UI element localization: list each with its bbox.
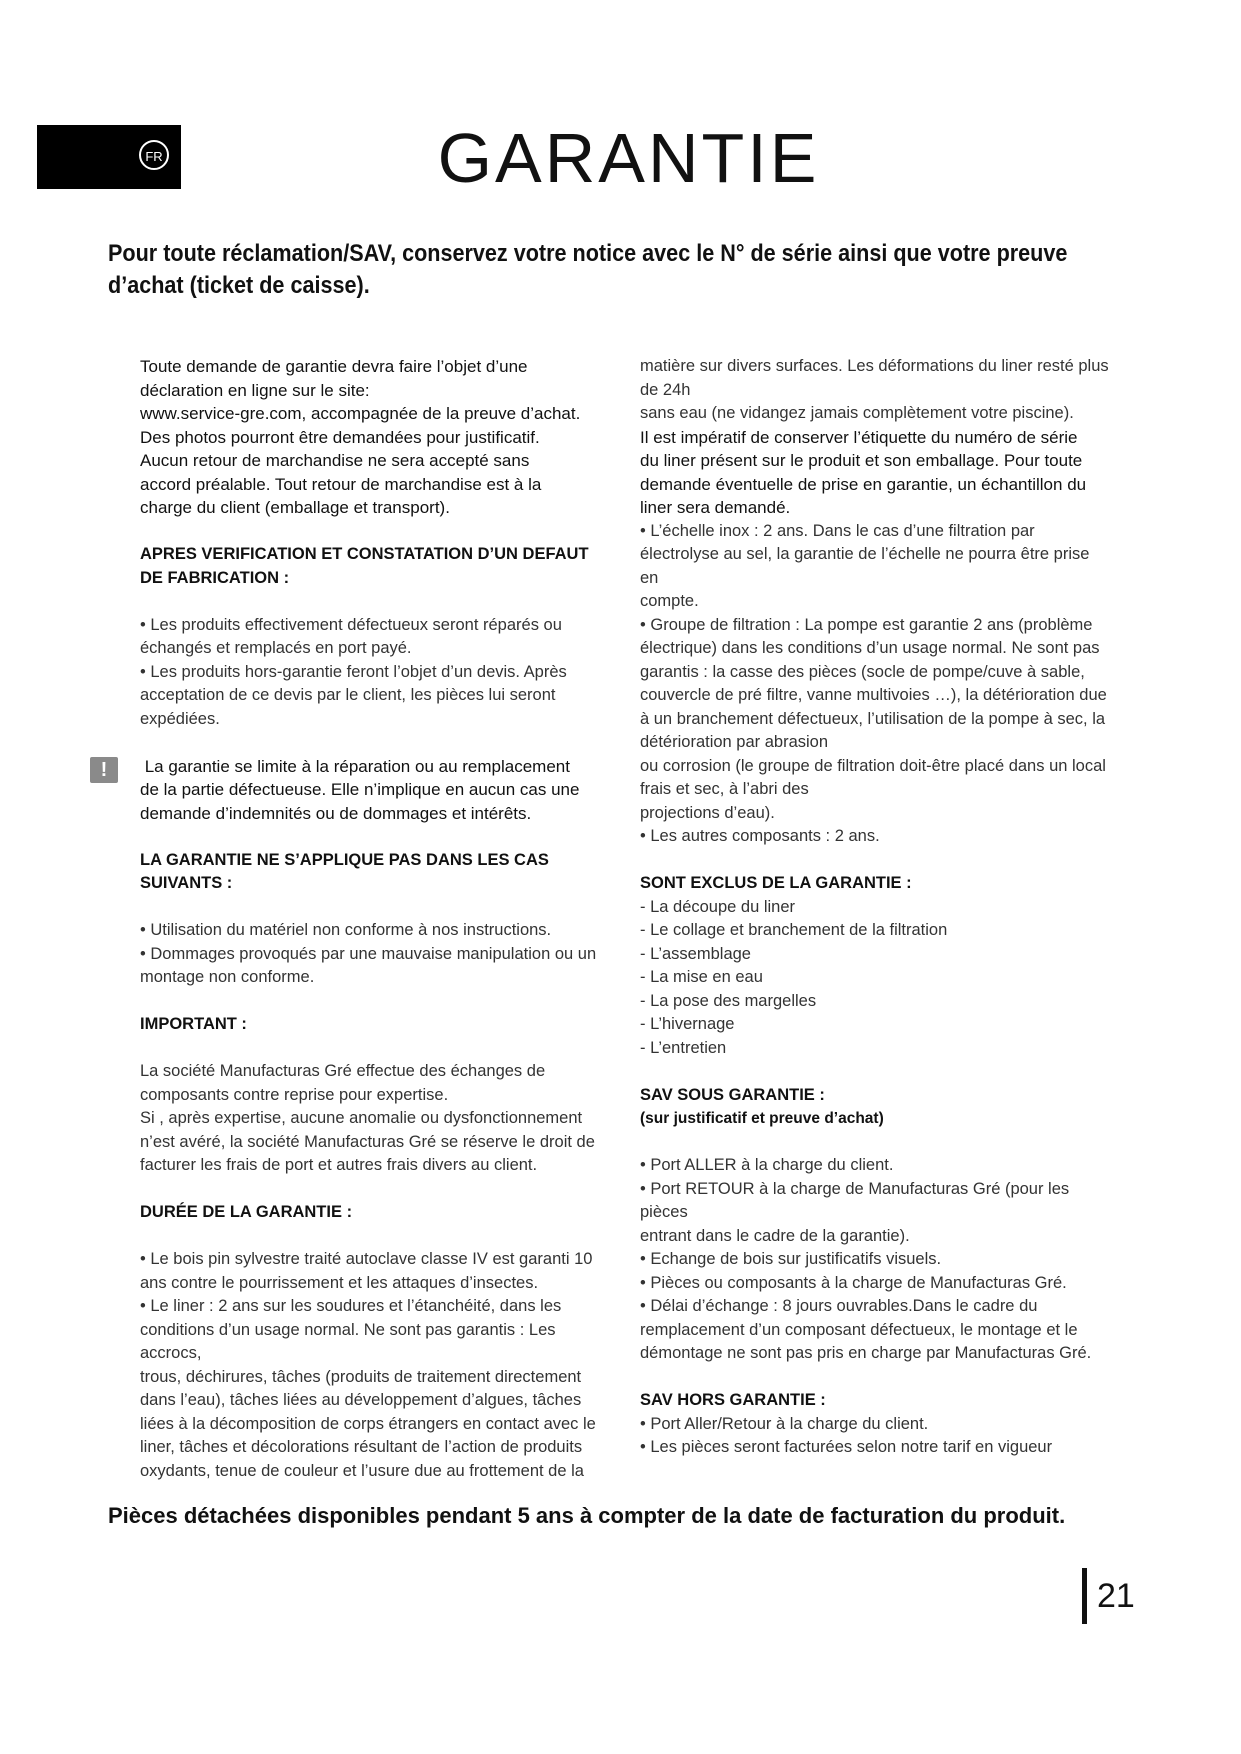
warning-icon: ! [90,757,118,783]
section-heading-sav-hors: SAV HORS GARANTIE : [640,1391,826,1409]
apres-list: • Les produits effectivement défectueux seront réparés ou échangés et remplacés en port payé. • Les produits hors-garantie feront l’objet d’un devis. Après acceptation de ce devis par le client, les pièces lui seront expédiées. [140,615,567,728]
left-column [100,355,610,1483]
components-warranty: • L’échelle inox : 2 ans. Dans le cas d’une filtration par électrolyse au sel, la garantie de l’échelle ne pourra être prise en compte. • Groupe de filtration : La pompe est garantie 2 ans (problème électrique) dans les conditions d’un usage normal. Ne sont pas garantis : la casse des pièces (socle de pompe/cuve à sable, couvercle de pré filtre, vanne multivoies …), la détérioration due à un branchement défectueux, l’utilisation de la pompe à sec, la détérioration par abrasion ou corrosion (le groupe de filtration doit-être placé dans un local frais et sec, à l’abri des projections d’eau). • Les autres composants : 2 ans. [640,521,1107,845]
page-number: 21 [1097,1577,1135,1615]
sont-exclus-section [640,872,1110,1060]
section-heading-sav-sous: SAV SOUS GARANTIE : (sur justificatif et preuve d’achat) [640,1085,884,1127]
section-heading-sont-exclus: SONT EXCLUS DE LA GARANTIE : [640,874,912,892]
liner-continuation: matière sur divers surfaces. Les déformations du liner resté plus de 24h sans eau (ne vidangez jamais complètement votre piscine). [640,357,1109,422]
page-title: GARANTIE [437,119,820,197]
spare-parts-note: Pièces détachées disponibles pendant 5 ans à compter de la date de facturation du produit. [108,1503,1066,1528]
important-text: La société Manufacturas Gré effectue des échanges de composants contre reprise pour expertise. Si , après expertise, aucune anomalie ou dysfonctionnement n’est avéré, la société Manufacturas Gré se réserve le droit de facturer les frais de port et autres frais divers au client. [140,1062,595,1174]
duree-text: • Le bois pin sylvestre traité autoclave classe IV est garanti 10 ans contre le pourrissement et les attaques d’insectes. • Le liner : 2 ans sur les soudures et l’étanchéité, dans les conditions d’un usage normal. Ne sont pas garantis : Les accrocs, trous, déchirures, tâches (produits de traitement directement dans l’eau), tâches liées au développement d’algues, tâches liées à la décomposition de corps étrangers en contact avec le liner, tâches et décolorations résultant de l’action de produits oxydants, tenue de couleur et l’usure due au frottement de la [140,1250,596,1480]
claim-procedure: Toute demande de garantie devra faire l’objet d’une déclaration en ligne sur le site: www.service-gre.com, accompagnée de la preuve d’achat. Des photos pourront être demandées pour justificatif. Aucun retour de marchandise ne sera accepté sans accord préalable. Tout retour de marchandise est à la charge du client (emballage et transport). [140,357,581,517]
sont-exclus-list: - La découpe du liner - Le collage et branchement de la filtration - L’assemblage - La mise en eau - La pose des margelles - L’hivernage - L’entretien [640,897,948,1057]
sav-hors-list: • Port Aller/Retour à la charge du client. • Les pièces seront facturées selon notre tarif en vigueur [640,1414,1053,1456]
warning-note: ! La garantie se limite à la réparation ou au remplacement de la partie défectueuse. Elle n’implique en aucun cas une demande d’indemnités ou de dommages et intérêts. [140,755,610,826]
sav-hors-section [640,1389,1110,1460]
section-heading-apres: APRES VERIFICATION ET CONSTATATION D’UN DEFAUT DE FABRICATION : [140,545,589,587]
page-number-bar [1082,1568,1087,1624]
right-column [640,355,1110,1460]
intro-notice: Pour toute réclamation/SAV, conservez votre notice avec le N° de série ainsi que votre preuve d’achat (ticket de caisse). [108,240,1068,299]
section-heading-exclusions: LA GARANTIE NE S’APPLIQUE PAS DANS LES CAS SUIVANTS : [140,850,549,892]
section-heading-duree: DURÉE DE LA GARANTIE : [140,1203,353,1221]
exclusions-list: • Utilisation du matériel non conforme à nos instructions. • Dommages provoqués par une mauvaise manipulation ou un montage non conforme. [140,921,597,986]
language-badge: FR [139,140,169,170]
section-heading-important: IMPORTANT : [140,1015,247,1033]
serial-label-note: Il est impératif de conserver l’étiquette du numéro de série du liner présent sur le produit et son emballage. Pour toute demande éventuelle de prise en garantie, un échantillon du liner sera demandé. [640,427,1087,517]
sav-sous-list: • Port ALLER à la charge du client. • Port RETOUR à la charge de Manufacturas Gré (pour les pièces entrant dans le cadre de la garantie). • Echange de bois sur justificatifs visuels. • Pièces ou composants à la charge de Manufacturas Gré. • Délai d’échange : 8 jours ouvrables.Dans le cadre du remplacement d’un composant défectueux, le montage et le démontage ne sont pas pris en charge par Manufacturas Gré. [640,1156,1092,1362]
